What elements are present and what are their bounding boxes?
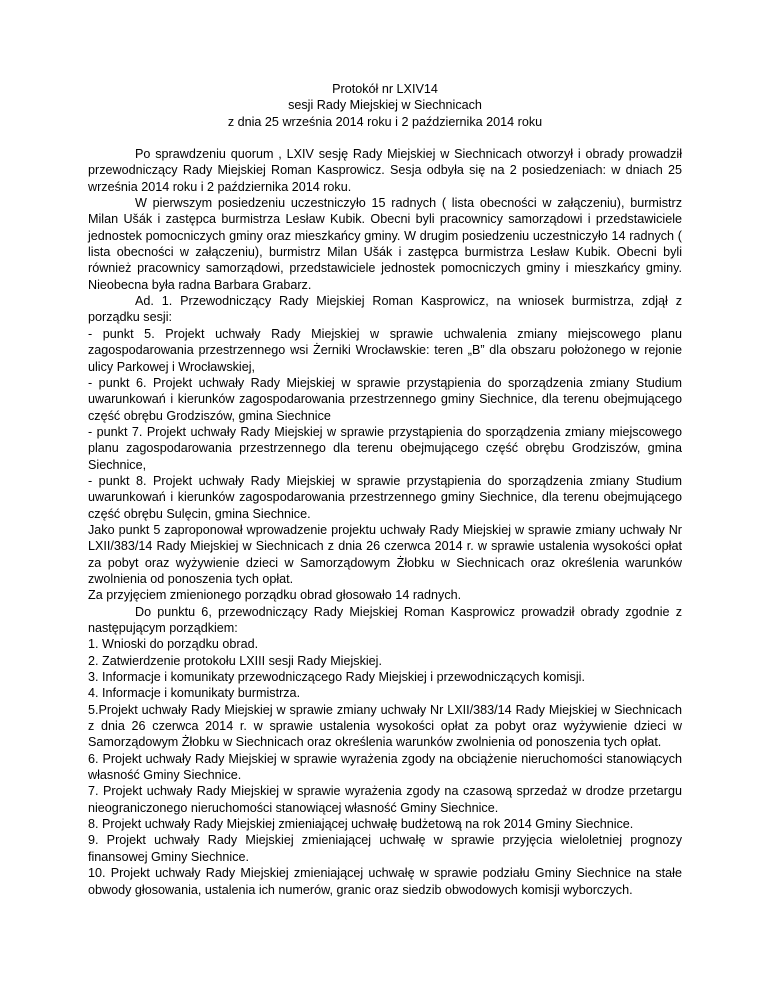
document-body (88, 81, 682, 898)
title-line-1: Protokół nr LXIV14 (332, 82, 438, 96)
paragraph-attendance: W pierwszym posiedzeniu uczestniczyło 15 radnych ( lista obecności w załączeniu), burmistrz Milan Ušák i zastępca burmistrza Lesław Kubik. Obecni byli pracownicy samorządowi i przedstawiciele jednostek pomocniczych gminy oraz mieszkańcy gminy. W drugim posiedzeniu uczestniczyło 14 radnych ( lista obecności w załączeniu), burmistrz Milan Ušák i zastępca burmistrza Lesław Kubik. Obecni byli również pracownicy samorządowi, przedstawiciele jednostek pomocniczych gminy i mieszkańcy gminy. Nieobecna była radna Barbara Grabarz. (88, 196, 682, 292)
agenda-item-10: 10. Projekt uchwały Rady Miejskiej zmieniającej uchwałę w sprawie podziału Gminy Siechnice na stałe obwody głosowania, ustalenia ich numerów, granic oraz siedzib obwodowych komisji wyborczych. (88, 866, 682, 897)
agenda-item-3: 3. Informacje i komunikaty przewodniczącego Rady Miejskiej i przewodniczących komisji. (88, 670, 585, 685)
removed-item-6: - punkt 6. Projekt uchwały Rady Miejskiej w sprawie przystąpienia do sporządzenia zmiany Studium uwarunkowań i kierunków zagospodarowania przestrzennego gminy Siechnice, dla terenu obejmującego część obrębu Grodziszów, gmina Siechnice (88, 375, 682, 423)
removed-item-8: - punkt 8. Projekt uchwały Rady Miejskiej w sprawie przystąpienia do sporządzenia zmiany Studium uwarunkowań i kierunków zagospodarowania przestrzennego gminy Siechnice, dla terenu obejmującego część obrębu Sulęcin, gmina Siechnice. (88, 473, 682, 521)
paragraph-opening: Po sprawdzeniu quorum , LXIV sesję Rady Miejskiej w Siechnicach otworzył i obrady prowadził przewodniczący Rady Miejskiej Roman Kasprowicz. Sesja odbyła się na 2 posiedzeniach: w dniach 25 września 2014 roku i 2 października 2014 roku. (88, 147, 682, 194)
paragraph-ad-1: Ad. 1. Przewodniczący Rady Miejskiej Roman Kasprowicz, na wniosek burmistrza, zdjął z porządku sesji: (88, 294, 682, 325)
agenda-item-7: 7. Projekt uchwały Rady Miejskiej w sprawie wyrażenia zgody na czasową sprzedaż w drodze przetargu nieograniczonego nieruchomości stanowiącej własność Gminy Siechnice. (88, 784, 682, 815)
agenda-item-2: 2. Zatwierdzenie protokołu LXIII sesji Rady Miejskiej. (88, 653, 382, 668)
agenda-item-5: 5.Projekt uchwały Rady Miejskiej w sprawie zmiany uchwały Nr LXII/383/14 Rady Miejskiej w Siechnicach z dnia 26 czerwca 2014 r. w sprawie ustalenia wysokości opłat za pobyt oraz wyżywienie dzieci w Samorządowym Żłobku w Siechnicach oraz określenia warunków zwolnienia od ponoszenia tych opłat. (88, 702, 682, 750)
agenda-item-4: 4. Informacje i komunikaty burmistrza. (88, 686, 301, 701)
title-line-2: sesji Rady Miejskiej w Siechnicach (288, 98, 482, 113)
paragraph-vote: Za przyjęciem zmienionego porządku obrad głosowało 14 radnych. (88, 588, 462, 603)
removed-item-7: - punkt 7. Projekt uchwały Rady Miejskiej w sprawie przystąpienia do sporządzenia zmiany miejscowego planu zagospodarowania przestrzennego dla terenu obejmującego część obrębu Grodziszów, gmina Siechnice, (88, 424, 682, 472)
agenda-item-6: 6. Projekt uchwały Rady Miejskiej w sprawie wyrażenia zgody na obciążenie nieruchomości stanowiących własność Gminy Siechnice. (88, 751, 682, 783)
agenda-item-8: 8. Projekt uchwały Rady Miejskiej zmieniającej uchwałę budżetową na rok 2014 Gminy Siechnice. (88, 817, 634, 832)
paragraph-agenda-intro: Do punktu 6, przewodniczący Rady Miejskiej Roman Kasprowicz prowadził obrady zgodnie z następującym porządkiem: (88, 604, 682, 635)
agenda-item-1: 1. Wnioski do porządku obrad. (88, 637, 259, 652)
paragraph-new-item-5: Jako punkt 5 zaproponował wprowadzenie projektu uchwały Rady Miejskiej w sprawie zmiany uchwały Nr LXII/383/14 Rady Miejskiej w Siechnicach z dnia 26 czerwca 2014 r. w sprawie ustalenia wysokości opłat za pobyt oraz wyżywienie dzieci w Samorządowym Żłobku w Siechnicach oraz określenia warunków zwolnienia od ponoszenia tych opłat. (88, 522, 682, 586)
removed-item-5: - punkt 5. Projekt uchwały Rady Miejskiej w sprawie uchwalenia zmiany miejscowego planu zagospodarowania przestrzennego wsi Żerniki Wrocławskie: teren „B” dla obszaru położonego w rejonie ulicy Parkowej i Wrocławskiej, (88, 326, 682, 374)
agenda-item-9: 9. Projekt uchwały Rady Miejskiej zmieniającej uchwałę w sprawie przyjęcia wieloletniej prognozy finansowej Gminy Siechnice. (88, 833, 682, 864)
title-line-3: z dnia 25 września 2014 roku i 2 października 2014 roku (227, 114, 543, 129)
document-title (88, 81, 682, 130)
